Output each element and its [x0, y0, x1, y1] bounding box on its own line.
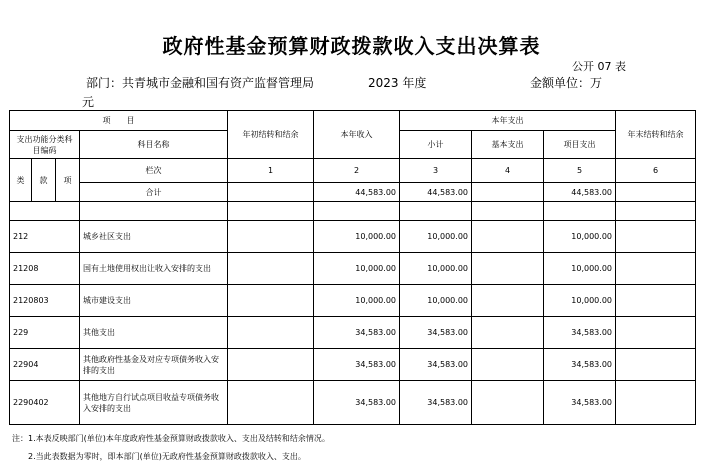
cell-begin	[228, 221, 314, 253]
cell-project	[544, 202, 616, 221]
spacer-row	[10, 202, 696, 221]
cell-begin	[228, 285, 314, 317]
header-end-balance: 年末结转和结余	[616, 111, 696, 159]
cell-income: 34,583.00	[314, 317, 400, 349]
cell-subtotal: 44,583.00	[400, 183, 472, 202]
header-expense-group: 本年支出	[400, 111, 616, 131]
cell-end	[616, 221, 696, 253]
footnote-1: 注：1.本表反映部门(单位)本年度政府性基金预算财政拨款收入、支出及结转和结余情况。	[12, 434, 330, 443]
cell-name: 其他政府性基金及对应专项债务收入安排的支出	[80, 349, 228, 381]
cell-project: 10,000.00	[544, 285, 616, 317]
cell-basic	[472, 202, 544, 221]
table-row	[10, 317, 696, 349]
col-no-3: 3	[400, 159, 472, 183]
header-xiang: 项	[56, 159, 80, 202]
cell-project: 34,583.00	[544, 349, 616, 381]
cell-begin	[228, 183, 314, 202]
cell-code: 22904	[10, 349, 80, 381]
cell-name: 城市建设支出	[80, 285, 228, 317]
cell-project: 34,583.00	[544, 317, 616, 349]
col-no-4: 4	[472, 159, 544, 183]
cell-project: 44,583.00	[544, 183, 616, 202]
cell-income: 44,583.00	[314, 183, 400, 202]
amount-unit-wrap: 元	[82, 95, 95, 109]
cell-subtotal: 10,000.00	[400, 221, 472, 253]
cell-basic	[472, 183, 544, 202]
table-row	[10, 349, 696, 381]
cell-income: 10,000.00	[314, 285, 400, 317]
col-no-5: 5	[544, 159, 616, 183]
cell-subtotal: 34,583.00	[400, 349, 472, 381]
cell-end	[616, 381, 696, 425]
header-income: 本年收入	[314, 111, 400, 159]
cell-subtotal: 10,000.00	[400, 253, 472, 285]
table-row	[10, 221, 696, 253]
col-no-1: 1	[228, 159, 314, 183]
cell-code	[10, 202, 80, 221]
cell-code: 229	[10, 317, 80, 349]
cell-end	[616, 253, 696, 285]
header-subject-name: 科目名称	[80, 131, 228, 159]
header-project-exp: 项目支出	[544, 131, 616, 159]
cell-income: 34,583.00	[314, 381, 400, 425]
cell-end	[616, 202, 696, 221]
header-row-1	[10, 111, 696, 131]
cell-subtotal: 10,000.00	[400, 285, 472, 317]
cell-begin	[228, 202, 314, 221]
header-subtotal: 小计	[400, 131, 472, 159]
header-line-no: 栏次	[80, 159, 228, 183]
table-row	[10, 253, 696, 285]
department-label: 部门：共青城市金融和国有资产监督管理局	[86, 76, 315, 90]
cell-begin	[228, 317, 314, 349]
cell-basic	[472, 381, 544, 425]
cell-code: 21208	[10, 253, 80, 285]
cell-subtotal: 34,583.00	[400, 381, 472, 425]
cell-subtotal: 34,583.00	[400, 317, 472, 349]
cell-end	[616, 183, 696, 202]
cell-name: 国有土地使用权出让收入安排的支出	[80, 253, 228, 285]
cell-begin	[228, 381, 314, 425]
cell-project: 10,000.00	[544, 253, 616, 285]
footnote-2: 2.当此表数据为零时，即本部门(单位)无政府性基金预算财政拨款收入、支出。	[12, 452, 306, 461]
cell-project: 10,000.00	[544, 221, 616, 253]
budget-table	[9, 110, 696, 425]
report-title: 政府性基金预算财政拨款收入支出决算表	[162, 34, 541, 58]
col-no-6: 6	[616, 159, 696, 183]
form-code: 公开 07 表	[572, 60, 626, 73]
cell-name: 城乡社区支出	[80, 221, 228, 253]
cell-code: 2120803	[10, 285, 80, 317]
header-lei: 类	[10, 159, 32, 202]
cell-project: 34,583.00	[544, 381, 616, 425]
cell-income: 34,583.00	[314, 349, 400, 381]
cell-end	[616, 285, 696, 317]
total-label: 合计	[80, 183, 228, 202]
amount-unit: 金额单位：万	[530, 76, 603, 90]
cell-income	[314, 202, 400, 221]
fiscal-year: 2023 年度	[368, 76, 427, 90]
cell-code: 212	[10, 221, 80, 253]
header-func-code: 支出功能分类科目编码	[10, 131, 80, 159]
cell-name: 其他地方自行试点项目收益专项债务收入安排的支出	[80, 381, 228, 425]
cell-name	[80, 202, 228, 221]
header-basic: 基本支出	[472, 131, 544, 159]
cell-code: 2290402	[10, 381, 80, 425]
header-begin-balance: 年初结转和结余	[228, 111, 314, 159]
table-row	[10, 285, 696, 317]
cell-basic	[472, 253, 544, 285]
total-row	[10, 183, 696, 202]
cell-end	[616, 317, 696, 349]
cell-subtotal	[400, 202, 472, 221]
cell-income: 10,000.00	[314, 253, 400, 285]
cell-name: 其他支出	[80, 317, 228, 349]
cell-basic	[472, 285, 544, 317]
table-row	[10, 381, 696, 425]
header-project: 项 目	[10, 111, 228, 131]
cell-begin	[228, 253, 314, 285]
footnotes	[12, 430, 330, 466]
col-no-2: 2	[314, 159, 400, 183]
cell-income: 10,000.00	[314, 221, 400, 253]
cell-basic	[472, 349, 544, 381]
cell-begin	[228, 349, 314, 381]
cell-end	[616, 349, 696, 381]
cell-basic	[472, 317, 544, 349]
cell-basic	[472, 221, 544, 253]
header-row-4	[10, 159, 696, 183]
header-kuan: 款	[32, 159, 56, 202]
